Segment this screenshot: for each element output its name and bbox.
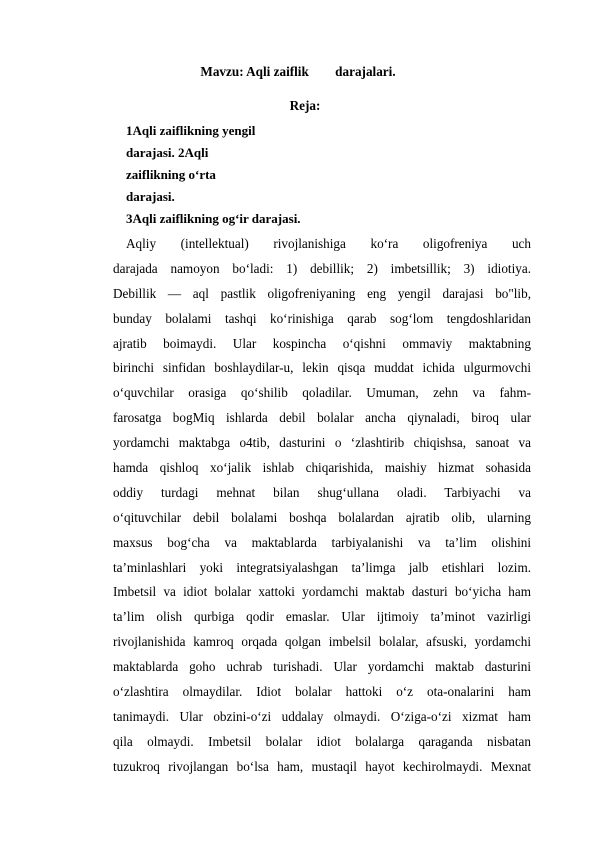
body-line: hamda qishloq xo‘jalik ishlab chiqarishida, maishiy hizmat sohasida <box>113 460 531 476</box>
body-line: Imbetsil va idiot bolalar xattoki yordamchi maktab dasturi bo‘yicha ham <box>113 584 531 600</box>
plan-list <box>126 120 301 230</box>
body-line: maktablarda goho uchrab turishadi. Ular yordamchi maktab dasturini <box>113 659 531 675</box>
body-line: birinchi sinfidan boshlaydilar-u, lekin qisqa muddat ichida ulgurmovchi <box>113 360 531 376</box>
body-line: tanimaydi. Ular obzini-o‘zi uddalay olmaydi. O‘ziga-o‘zi xizmat ham <box>113 708 531 724</box>
body-line: qila olmaydi. Imbetsil bolalar idiot bolalarga qaraganda nisbatan <box>113 733 531 749</box>
document-title: Mavzu: Aqli zaiflik darajalari. <box>200 64 396 79</box>
body-line: yordamchi maktabga o4tib, dasturini o ‘zlashtirib chiqishsa, sanoat va <box>113 435 531 451</box>
body-line: tuzukroq rivojlangan bo‘lsa ham, mustaqil hayot kechirolmaydi. Mexnat <box>113 758 531 774</box>
plan-line: 1Aqli zaiflikning yengil <box>126 123 256 138</box>
body-line: bunday bolalami tashqi ko‘rinishiga qarab sog‘lom tengdoshlaridan <box>113 310 531 326</box>
plan-line: 3Aqli zaiflikning og‘ir darajasi. <box>126 211 301 226</box>
body-line: ta’minlashlari yoki integratsiyalashgan ta’limga jalb etishlari lozim. <box>113 559 531 575</box>
body-line: darajada namoyon bo‘ladi: 1) debillik; 2) imbetsillik; 3) idiotiya. <box>113 260 531 276</box>
body-paragraph <box>113 232 531 780</box>
body-line: Debillik — aql pastlik oligofreniyaning eng yengil darajasi bo"lib, <box>113 285 531 301</box>
plan-line: zaiflikning o‘rta <box>126 167 216 182</box>
body-line: ajratib boimaydi. Ular kospincha o‘qishni ommaviy maktabning <box>113 335 531 351</box>
body-line: rivojlanishida kamroq orqada qolgan imbelsil bolalar, afsuski, yordamchi <box>113 634 531 650</box>
body-line: oddiy turdagi mehnat bilan shug‘ullana oladi. Tarbiyachi va <box>113 484 531 500</box>
body-line: farosatga bogMiq ishlarda debil bolalar ancha qiynaladi, biroq ular <box>113 410 531 426</box>
body-line: maxsus bog‘cha va maktablarda tarbiyalanishi va ta’lim olishini <box>113 534 531 550</box>
body-line: o‘qituvchilar debil bolalami boshqa bolalardan ajratib olib, ularning <box>113 509 531 525</box>
body-line: o‘zlashtira olmaydilar. Idiot bolalar hattoki o‘z ota-onalarini ham <box>113 684 531 700</box>
body-line: Aqliy (intellektual) rivojlanishiga ko‘ra oligofreniya uch <box>126 236 531 251</box>
body-line: ta’lim olish qurbiga qodir emaslar. Ular ijtimoiy ta’minot vazirligi <box>113 609 531 625</box>
plan-heading: Reja: <box>289 98 321 113</box>
plan-line: darajasi. <box>126 189 175 204</box>
plan-line: darajasi. 2Aqli <box>126 145 209 160</box>
body-line: o‘quvchilar orasiga qo‘shilib qoladilar. Umuman, zehn va fahm- <box>113 385 531 401</box>
